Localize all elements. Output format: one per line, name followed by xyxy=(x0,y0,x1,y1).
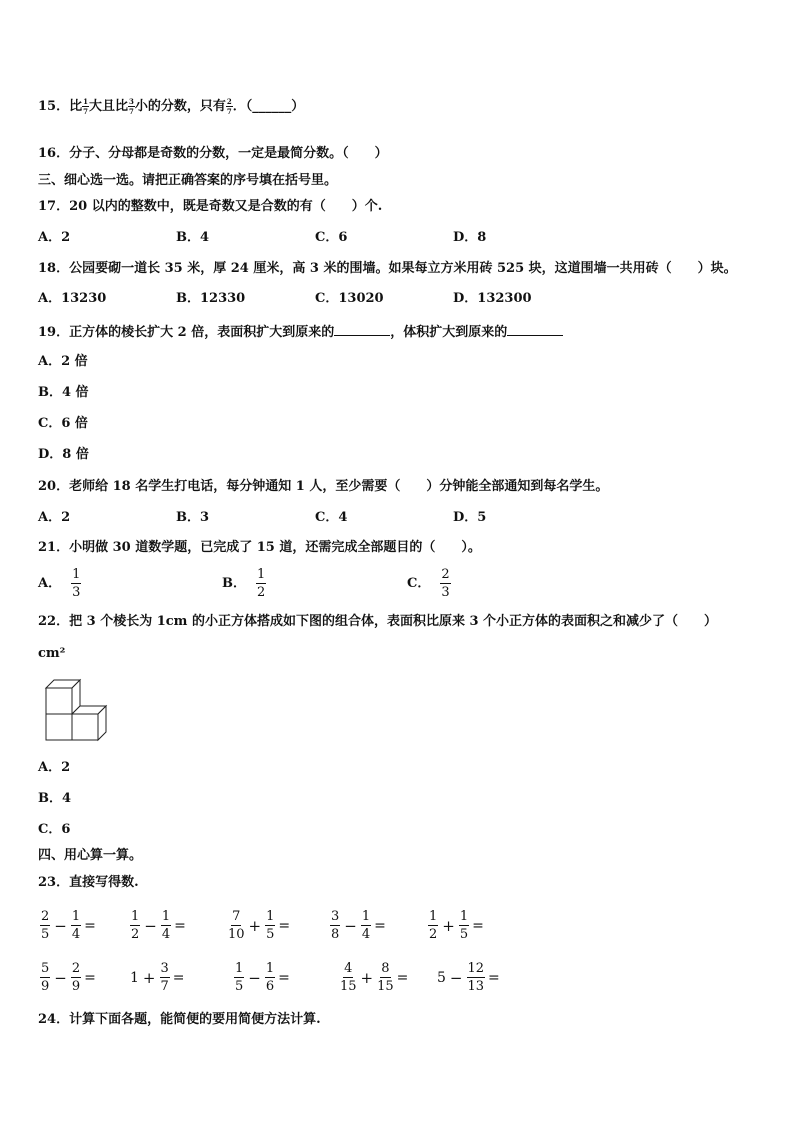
question-23: 23．直接写得数. xyxy=(38,875,139,890)
q19-option-a: A．2 倍 xyxy=(38,354,88,369)
fraction: $\frac{1}{6}$ xyxy=(265,961,275,994)
operator: − xyxy=(344,916,357,935)
cube-figure xyxy=(44,678,108,744)
q19-option-b: B．4 倍 xyxy=(38,385,89,400)
question-18: 18．公园要砌一道长 35 米，厚 24 厘米，高 3 米的围墙。如果每立方米用砖 525 块，这道围墙一共用砖（ ）块。 xyxy=(38,261,737,276)
fraction-2-7: $\frac{2}{7}$ xyxy=(226,97,232,116)
unit-cm2: cm² xyxy=(38,646,66,661)
fraction: $\frac{1}{2}$ xyxy=(429,909,438,942)
fraction: $\frac{7}{10}$ xyxy=(228,909,245,942)
expression xyxy=(340,962,408,993)
fraction: $\frac{12}{13}$ xyxy=(467,961,485,994)
operator: − xyxy=(248,968,261,987)
equals-sign: = xyxy=(396,969,409,986)
q19-option-c: C．6 倍 xyxy=(38,416,88,431)
q18-option-b: B．12330 xyxy=(176,291,246,306)
q18-option-c: C．13020 xyxy=(315,291,384,306)
question-16: 16．分子、分母都是奇数的分数，一定是最简分数。（ ） xyxy=(38,146,388,161)
fraction-1-7: $\frac{1}{7}$ xyxy=(83,97,88,116)
question-17: 17．20 以内的整数中，既是奇数又是合数的有（ ）个. xyxy=(38,199,383,214)
expression xyxy=(437,962,500,993)
expression xyxy=(228,910,290,941)
fraction: $\frac{1}{3}$ xyxy=(72,567,81,600)
fraction: $\frac{1}{5}$ xyxy=(459,909,469,942)
answer-blank-1[interactable] xyxy=(334,323,390,336)
question-19: 19．正方体的棱长扩大 2 倍，表面积扩大到原来的 ，体积扩大到原来的 xyxy=(38,323,563,342)
q22-option-b: B．4 xyxy=(38,791,72,806)
q20-option-b: B．3 xyxy=(176,510,210,525)
q19-option-d: D．8 倍 xyxy=(38,447,89,462)
equals-sign: = xyxy=(174,917,186,934)
section-3-heading: 三、细心选一选。请把正确答案的序号填在括号里。 xyxy=(38,173,338,188)
fraction: $\frac{2}{9}$ xyxy=(71,961,81,994)
q21-option-a: A． $\frac{1}{3}$ xyxy=(38,567,81,600)
equals-sign: = xyxy=(84,917,96,934)
expression xyxy=(130,962,185,993)
expression xyxy=(130,910,186,941)
equals-sign: = xyxy=(172,969,185,986)
fraction-3-7: $\frac{3}{7}$ xyxy=(128,97,134,116)
fraction: $\frac{1}{4}$ xyxy=(361,909,371,942)
q18-option-d: D．132300 xyxy=(453,291,532,306)
equals-sign: = xyxy=(472,917,484,934)
q17-option-b: B．4 xyxy=(176,230,210,245)
question-22: 22．把 3 个棱长为 1cm 的小正方体搭成如下图的组合体，表面积比原来 3 个小正方体的表面积之和减少了（ ） xyxy=(38,614,718,629)
fraction: $\frac{1}{4}$ xyxy=(161,909,171,942)
question-21: 21．小明做 30 道数学题，已完成了 15 道，还需完成全部题目的（ ）。 xyxy=(38,540,481,555)
integer: 1 xyxy=(130,969,139,986)
q22-option-c: C．6 xyxy=(38,822,71,837)
q20-option-a: A．2 xyxy=(38,510,71,525)
expression xyxy=(234,962,290,993)
cube-front-face xyxy=(72,714,98,740)
fraction: $\frac{1}{5}$ xyxy=(266,909,275,942)
equals-sign: = xyxy=(84,969,96,986)
q21-option-b: B． $\frac{1}{2}$ xyxy=(222,567,266,600)
operator: + xyxy=(142,968,156,987)
fraction: $\frac{1}{4}$ xyxy=(71,909,81,942)
operator: − xyxy=(54,968,67,987)
q20-option-c: C．4 xyxy=(315,510,348,525)
fraction: $\frac{1}{2}$ xyxy=(257,567,266,600)
equals-sign: = xyxy=(374,917,386,934)
fraction: $\frac{1}{2}$ xyxy=(131,909,140,942)
question-20: 20．老师给 18 名学生打电话，每分钟通知 1 人，至少需要（ ）分钟能全部通知到每名学生。 xyxy=(38,479,609,494)
operator: + xyxy=(248,916,262,935)
integer: 5 xyxy=(437,969,446,986)
fraction: $\frac{2}{5}$ xyxy=(41,909,50,942)
fraction: $\frac{4}{15}$ xyxy=(340,961,357,994)
operator: + xyxy=(442,916,455,935)
question-15: 15．比 $\frac{1}{7}$ 大且比 $\frac{3}{7}$ 小的分数，只有 $\frac{2}{7}$ ．（______） xyxy=(38,97,305,116)
equals-sign: = xyxy=(488,969,500,986)
q17-option-c: C．6 xyxy=(315,230,348,245)
operator: + xyxy=(360,968,374,987)
q17-option-a: A．2 xyxy=(38,230,71,245)
equals-sign: = xyxy=(278,969,290,986)
expression xyxy=(40,910,96,941)
q22-option-a: A．2 xyxy=(38,760,71,775)
q21-option-c: C． $\frac{2}{3}$ xyxy=(407,567,450,600)
fraction: $\frac{3}{7}$ xyxy=(160,961,169,994)
q20-option-d: D．5 xyxy=(453,510,487,525)
equals-sign: = xyxy=(278,917,291,934)
operator: − xyxy=(449,968,463,987)
fraction: $\frac{8}{15}$ xyxy=(377,961,394,994)
fraction: $\frac{1}{5}$ xyxy=(235,961,244,994)
cube-front-face xyxy=(46,714,72,740)
expression xyxy=(330,910,386,941)
cube-front-face xyxy=(46,688,72,714)
fraction: $\frac{5}{9}$ xyxy=(41,961,50,994)
fraction: $\frac{2}{3}$ xyxy=(441,567,450,600)
question-24: 24．计算下面各题，能简便的要用简便方法计算. xyxy=(38,1012,321,1027)
expression xyxy=(40,962,96,993)
q18-option-a: A．13230 xyxy=(38,291,107,306)
q17-option-d: D．8 xyxy=(453,230,487,245)
operator: − xyxy=(54,916,67,935)
section-4-heading: 四、用心算一算。 xyxy=(38,848,143,863)
operator: − xyxy=(144,916,157,935)
fraction: $\frac{3}{8}$ xyxy=(331,909,340,942)
expression xyxy=(428,910,484,941)
answer-blank-2[interactable] xyxy=(507,323,563,336)
